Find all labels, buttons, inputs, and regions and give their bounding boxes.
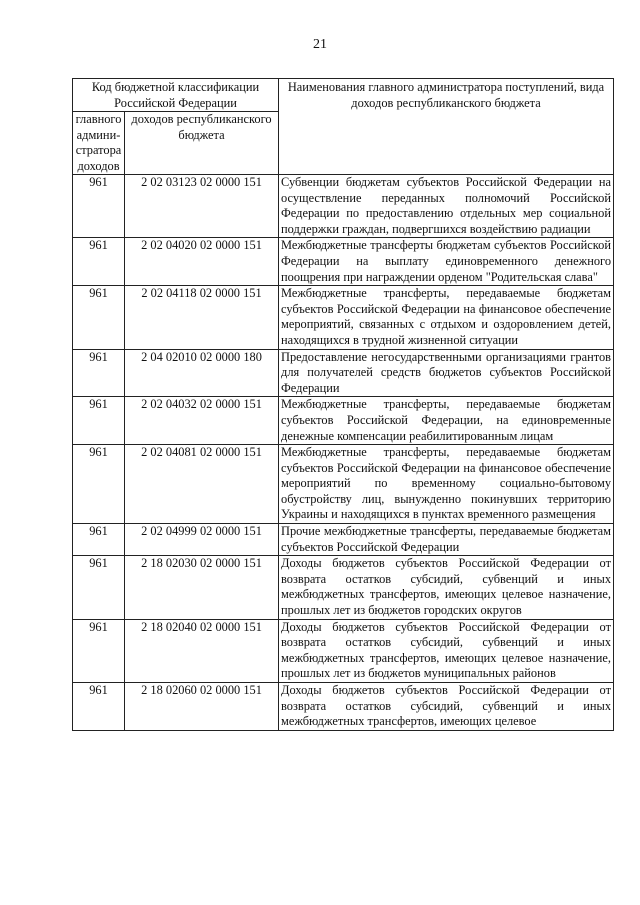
table-row (73, 238, 614, 286)
income-name-cell: Межбюджетные трансферты, передаваемые бюджетам субъектов Российской Федерации на финансовое обеспечение мероприятий, связанных с отдыхом и оздоровлением детей, находящихся в трудной жизненной ситуации (279, 286, 614, 349)
admin-code-cell: 961 (73, 238, 125, 286)
income-code-cell: 2 02 04118 02 0000 151 (125, 286, 279, 349)
header-admin-column: главного админи-стратора доходов (73, 112, 125, 175)
income-name-cell: Предоставление негосударственными организациями грантов для получателей средств бюджетов субъектов Российской Федерации (279, 349, 614, 397)
table-row (73, 286, 614, 349)
admin-code-cell: 961 (73, 286, 125, 349)
table-row (73, 524, 614, 556)
header-budget-classification-code: Код бюджетной классификации Российской Федерации (73, 79, 279, 112)
income-name-cell: Межбюджетные трансферты бюджетам субъектов Российской Федерации на выплату единовременного денежного поощрения при награждении орденом "Родительская слава" (279, 238, 614, 286)
income-name-cell: Доходы бюджетов субъектов Российской Федерации от возврата остатков субсидий, субвенций и иных межбюджетных трансфертов, имеющих целевое назначение, прошлых лет из бюджетов муниципальных районов (279, 619, 614, 682)
page-number: 21 (313, 37, 327, 52)
budget-classification-table (72, 78, 614, 731)
income-code-cell: 2 02 03123 02 0000 151 (125, 175, 279, 238)
table-row (73, 683, 614, 731)
header-row-group (73, 79, 614, 112)
income-code-cell: 2 02 04032 02 0000 151 (125, 397, 279, 445)
income-code-cell: 2 04 02010 02 0000 180 (125, 349, 279, 397)
income-name-cell: Межбюджетные трансферты, передаваемые бюджетам субъектов Российской Федерации на финансовое обеспечение мероприятий по временному социально-бытовому обустройству лиц, вынужденно покинувших территорию Украины и находящихся в пунктах временного размещения (279, 445, 614, 524)
income-name-cell: Прочие межбюджетные трансферты, передаваемые бюджетам субъектов Российской Федерации (279, 524, 614, 556)
admin-code-cell: 961 (73, 556, 125, 619)
header-income-column: доходов республиканского бюджета (125, 112, 279, 175)
table-row (73, 619, 614, 682)
income-code-cell: 2 02 04999 02 0000 151 (125, 524, 279, 556)
admin-code-cell: 961 (73, 619, 125, 682)
table-row (73, 445, 614, 524)
income-name-cell: Доходы бюджетов субъектов Российской Федерации от возврата остатков субсидий, субвенций и иных межбюджетных трансфертов, имеющих целевое (279, 683, 614, 731)
table-row (73, 556, 614, 619)
income-name-cell: Субвенции бюджетам субъектов Российской Федерации на осуществление переданных полномочий Российской Федерации по предоставлению отдельных мер социальной поддержки граждан, подвергшихся воздействию радиации (279, 175, 614, 238)
admin-code-cell: 961 (73, 683, 125, 731)
income-name-cell: Межбюджетные трансферты, передаваемые бюджетам субъектов Российской Федерации, на единовременные денежные компенсации реабилитированным лицам (279, 397, 614, 445)
income-code-cell: 2 18 02040 02 0000 151 (125, 619, 279, 682)
income-name-cell: Доходы бюджетов субъектов Российской Федерации от возврата остатков субсидий, субвенций и иных межбюджетных трансфертов, имеющих целевое назначение, прошлых лет из бюджетов городских округов (279, 556, 614, 619)
admin-code-cell: 961 (73, 175, 125, 238)
admin-code-cell: 961 (73, 445, 125, 524)
table-row (73, 397, 614, 445)
income-code-cell: 2 18 02030 02 0000 151 (125, 556, 279, 619)
income-code-cell: 2 02 04020 02 0000 151 (125, 238, 279, 286)
table-row (73, 175, 614, 238)
table-row (73, 349, 614, 397)
admin-code-cell: 961 (73, 349, 125, 397)
income-code-cell: 2 02 04081 02 0000 151 (125, 445, 279, 524)
income-code-cell: 2 18 02060 02 0000 151 (125, 683, 279, 731)
admin-code-cell: 961 (73, 397, 125, 445)
header-name-column: Наименования главного администратора поступлений, вида доходов республиканского бюджета (279, 79, 614, 175)
admin-code-cell: 961 (73, 524, 125, 556)
